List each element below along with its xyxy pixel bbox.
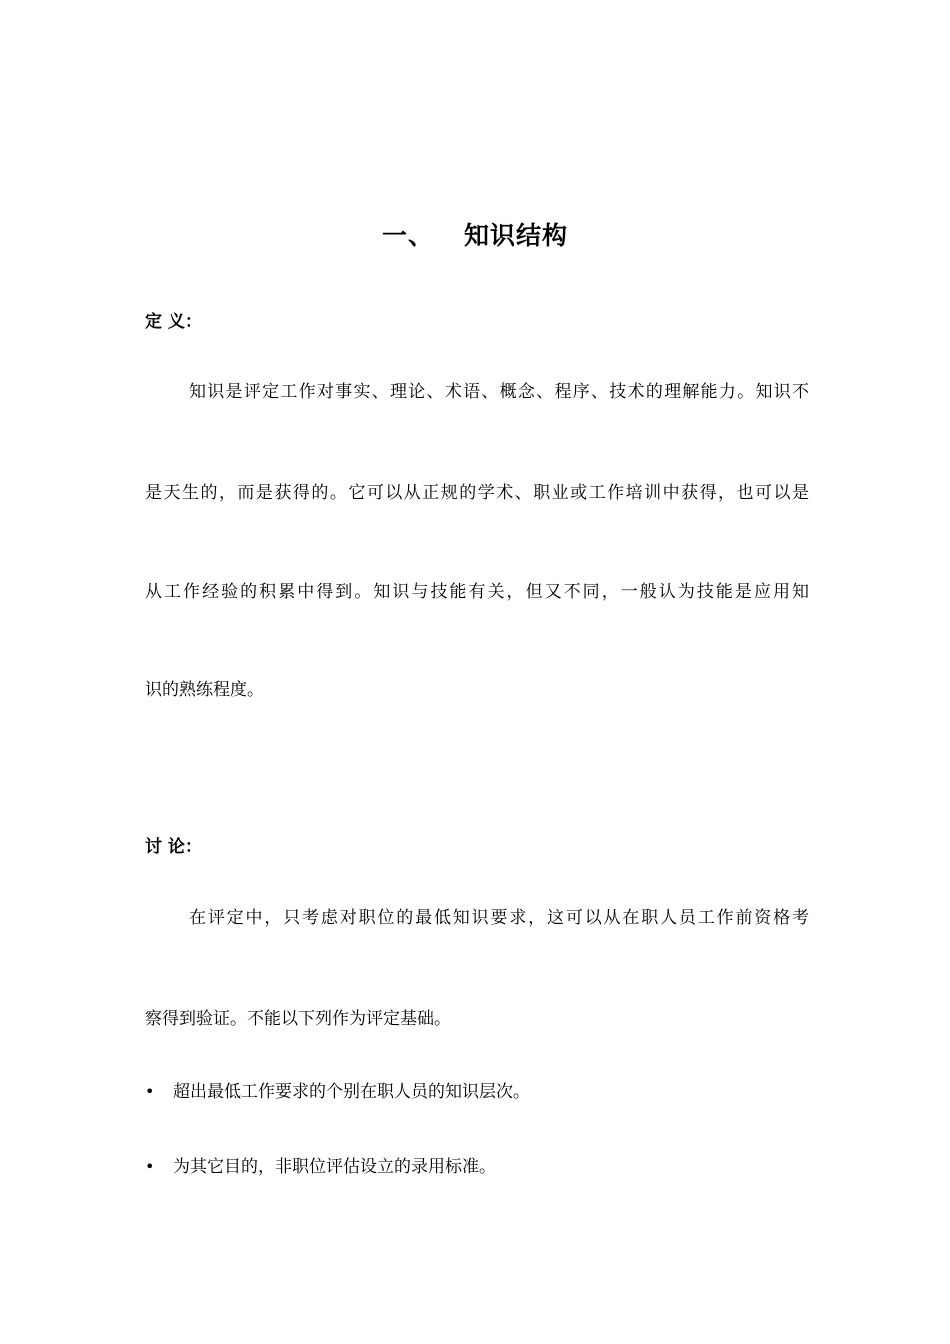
bullet-item-2: [145, 1155, 496, 1179]
bullet-item-1: [145, 1080, 530, 1104]
bullet-text: 超出最低工作要求的个别在职人员的知识层次。: [173, 1082, 530, 1102]
discussion-heading: 讨 论：: [145, 837, 202, 857]
bullet-text: 为其它目的，非职位评估设立的录用标准。: [173, 1157, 496, 1177]
discussion-line-1: 在评定中，只考虑对职位的最低知识要求，这可以从在职人员工作前资格考: [189, 908, 809, 928]
bullet-icon: •: [145, 1082, 155, 1101]
definition-heading: 定 义：: [145, 312, 202, 332]
definition-line-2: 是天生的，而是获得的。它可以从正规的学术、职业或工作培训中获得，也可以是: [145, 483, 809, 503]
definition-line-1: 知识是评定工作对事实、理论、术语、概念、程序、技术的理解能力。知识不: [189, 382, 809, 402]
section-title: [0, 216, 950, 252]
section-title-number: 一、: [381, 221, 434, 250]
definition-line-3: 从工作经验的积累中得到。知识与技能有关，但又不同，一般认为技能是应用知: [145, 582, 809, 602]
section-title-text: 知识结构: [464, 221, 569, 250]
bullet-icon: •: [145, 1157, 155, 1176]
discussion-line-2: 察得到验证。不能以下列作为评定基础。: [145, 1009, 451, 1029]
definition-line-4: 识的熟练程度。: [145, 680, 264, 700]
